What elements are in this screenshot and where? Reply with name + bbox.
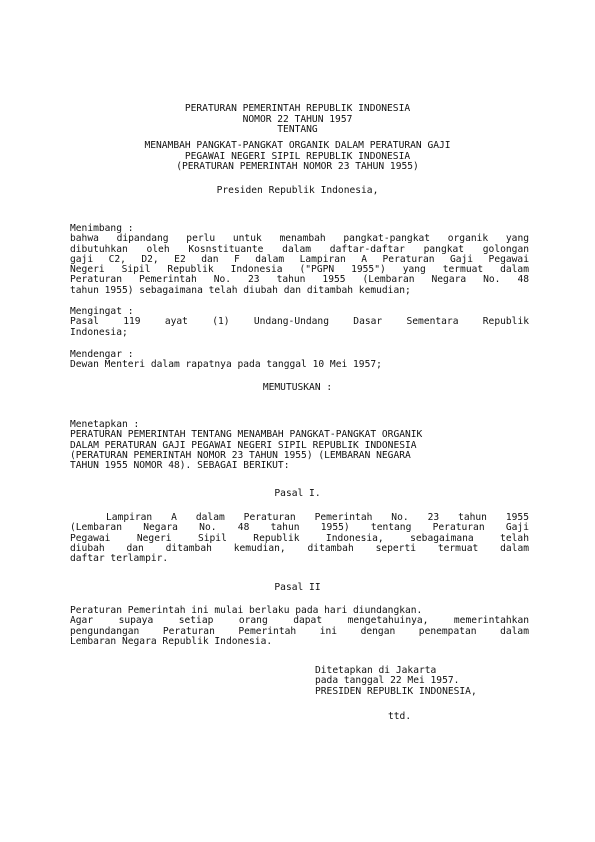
signature-date: pada tanggal 22 Mei 1957.	[315, 675, 460, 687]
pasal-2-line: Agar supaya setiap orang dapat mengetahuinya, memerintahkan	[70, 615, 529, 627]
president-line: Presiden Republik Indonesia,	[216, 185, 379, 196]
pasal-2-line: pengundangan Peraturan Pemerintah ini dengan penempatan dalam	[70, 625, 529, 637]
signature-title: PRESIDEN REPUBLIK INDONESIA,	[315, 685, 477, 697]
mengingat-line: Pasal 119 ayat (1) Undang-Undang Dasar Sementara Republik	[70, 316, 529, 328]
menimbang-line: gaji C2, D2, E2 dan F dalam Lampiran A Peraturan Gaji Pegawai	[70, 253, 529, 265]
mendengar-label: Mendengar :	[70, 349, 134, 360]
menimbang-line: tahun 1955) sebagaimana telah diubah dan ditambah kemudian;	[70, 284, 411, 296]
menetapkan-line: (PERATURAN PEMERINTAH NOMOR 23 TAHUN 1955) (LEMBARAN NEGARA	[70, 449, 411, 461]
pasal-1-line: diubah dan ditambah kemudian, ditambah seperti termuat dalam	[70, 542, 529, 554]
pasal-2-body	[70, 606, 529, 647]
mengingat-label: Mengingat :	[70, 306, 134, 317]
menetapkan-line: DALAM PERATURAN GAJI PEGAWAI NEGERI SIPIL REPUBLIK INDONESIA	[70, 439, 417, 451]
menetapkan-label: Menetapkan :	[70, 419, 140, 430]
menetapkan-line: TAHUN 1955 NOMOR 48). SEBAGAI BERIKUT:	[70, 460, 290, 472]
title-line: (PERATURAN PEMERINTAH NOMOR 23 TAHUN 1955)	[176, 161, 419, 172]
mengingat-section	[70, 307, 529, 338]
menimbang-line: Peraturan Pemerintah No. 23 tahun 1955 (Lembaran Negara No. 48	[70, 274, 529, 286]
pasal-1-heading: Pasal I.	[274, 488, 321, 499]
pasal-2-line: Lembaran Negara Republik Indonesia.	[70, 635, 273, 647]
pasal-1-line: Lampiran A dalam Peraturan Pemerintah No. 23 tahun 1955	[106, 512, 529, 523]
mengingat-line: Indonesia;	[70, 326, 128, 338]
mendengar-line: Dewan Menteri dalam rapatnya pada tanggal 10 Mei 1957;	[70, 359, 382, 371]
title-line: PERATURAN PEMERINTAH REPUBLIK INDONESIA	[184, 103, 411, 114]
signature-ttd: ttd.	[388, 711, 412, 722]
menimbang-line: bahwa dipandang perlu untuk menambah pangkat-pangkat organik yang	[70, 233, 529, 245]
pasal-1-line: (Lembaran Negara No. 48 tahun 1955) tentang Peraturan Gaji	[70, 522, 529, 534]
title-line: TENTANG	[277, 124, 318, 135]
pasal-1-line: Pegawai Negeri Sipil Republik Indonesia, sebagaimana telah	[70, 532, 529, 544]
mendengar-section	[70, 350, 529, 371]
menimbang-line: dibutuhkan oleh Kosnstituante dalam daftar-daftar pangkat golongan	[70, 243, 529, 255]
title-line: PEGAWAI NEGERI SIPIL REPUBLIK INDONESIA	[184, 150, 411, 162]
signature-place: Ditetapkan di Jakarta	[315, 665, 437, 676]
menimbang-label: Menimbang :	[70, 223, 134, 234]
pasal-2-line: Peraturan Pemerintah ini mulai berlaku pada hari diundangkan.	[70, 605, 423, 616]
title-line: MENAMBAH PANGKAT-PANGKAT ORGANIK DALAM PERATURAN GAJI	[144, 140, 451, 151]
pasal-2-heading: Pasal II	[274, 582, 321, 593]
menetapkan-line: PERATURAN PEMERINTAH TENTANG MENAMBAH PANGKAT-PANGKAT ORGANIK	[70, 429, 423, 441]
menetapkan-section	[70, 420, 529, 471]
memutuskan-heading: MEMUTUSKAN :	[262, 382, 333, 393]
pasal-1-line: daftar terlampir.	[70, 553, 169, 565]
menimbang-section	[70, 224, 529, 296]
menimbang-line: Negeri Sipil Republik Indonesia ("PGPN 1955") yang termuat dalam	[70, 264, 529, 276]
pasal-1-body	[70, 513, 529, 564]
signature-block	[315, 666, 477, 697]
title-line: NOMOR 22 TAHUN 1957	[242, 113, 353, 125]
